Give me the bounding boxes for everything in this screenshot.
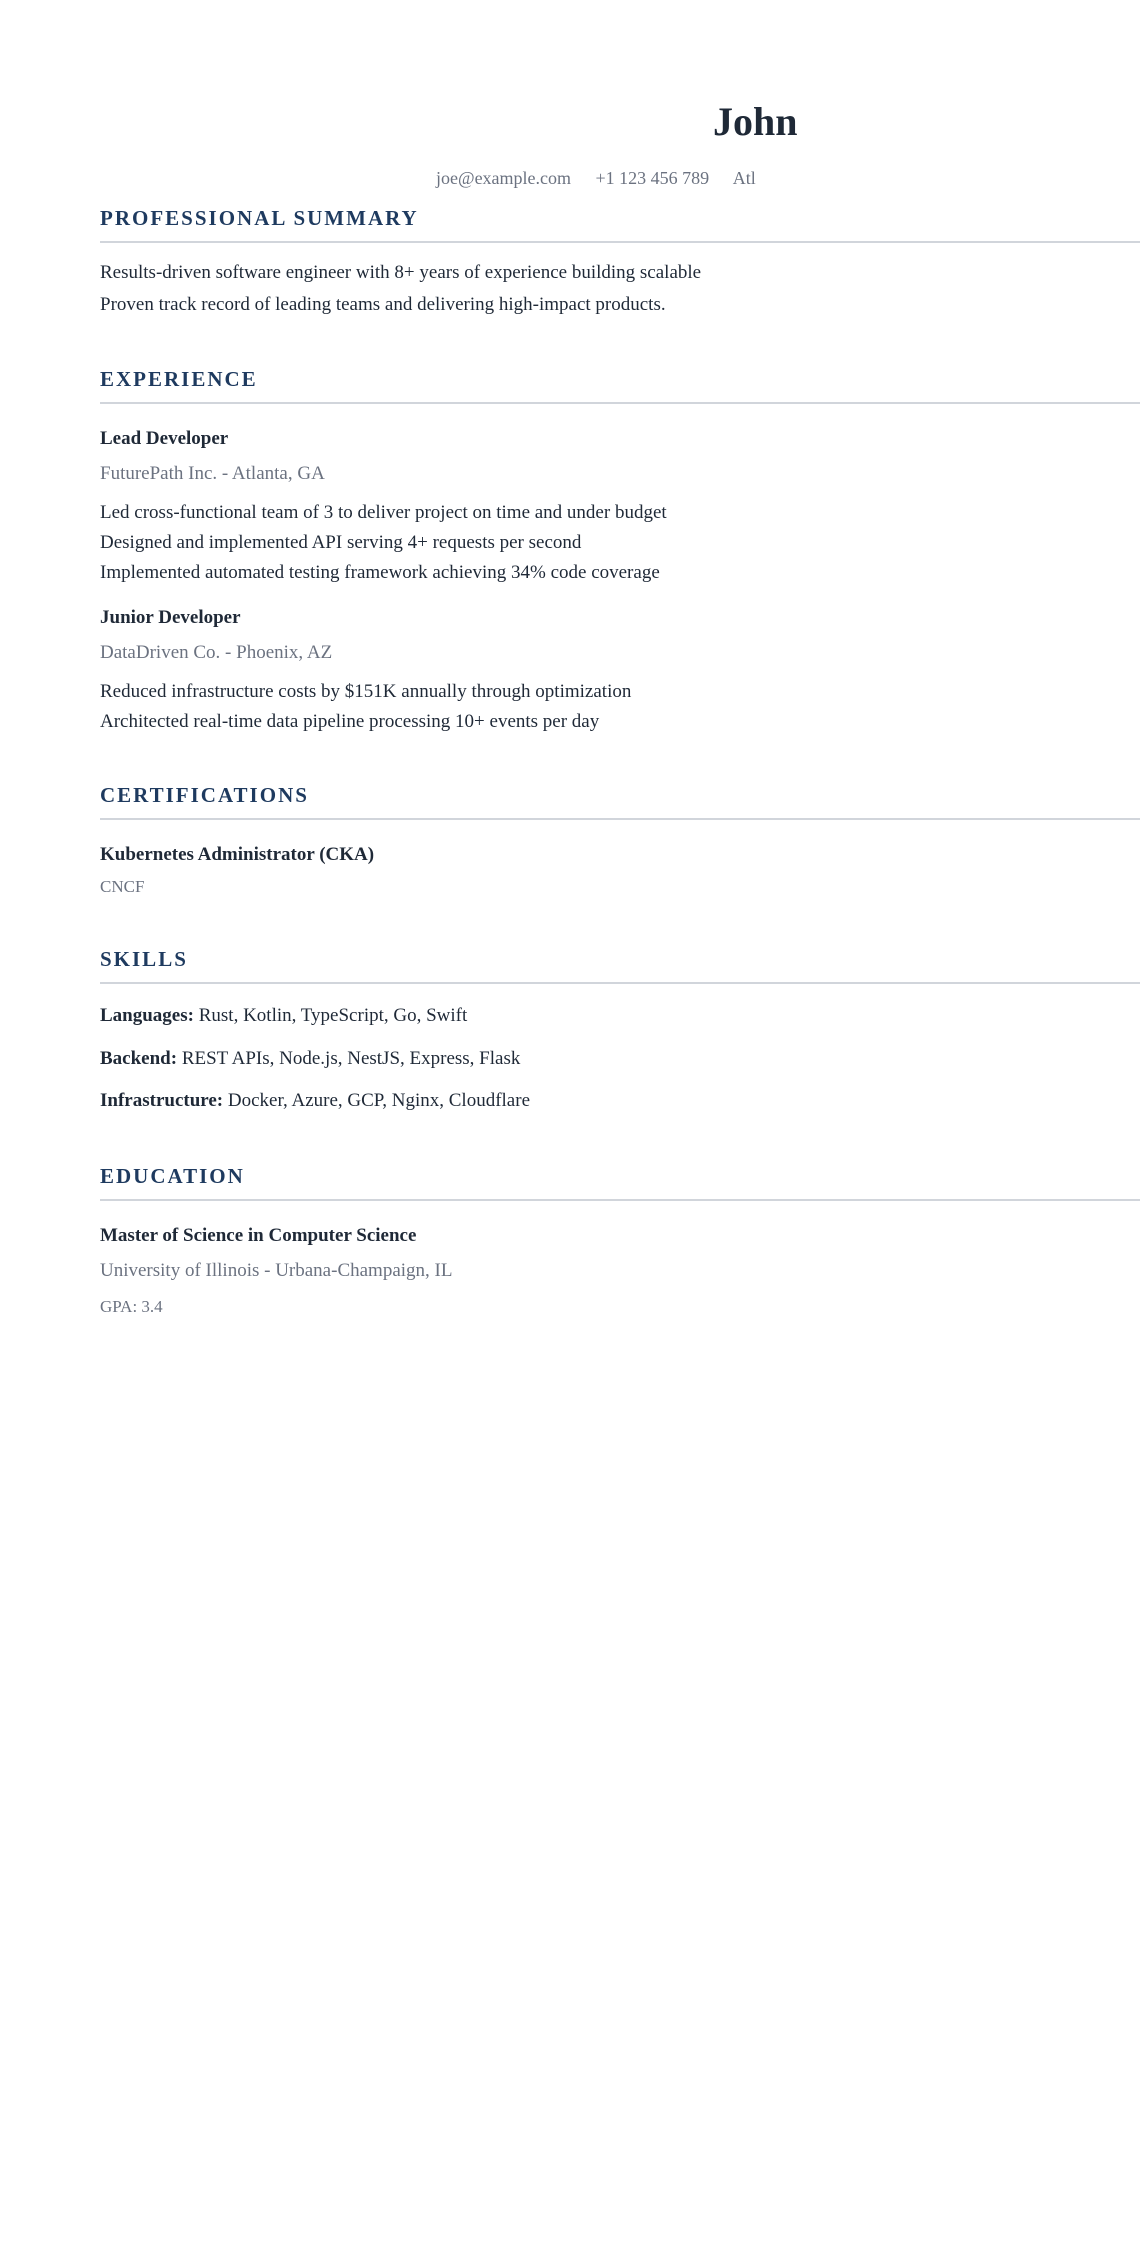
resume-content (100, 200, 1140, 1319)
achievement-item: Architected real-time data pipeline processing 10+ events per day (100, 711, 600, 732)
skill-label: Backend: (100, 1048, 178, 1069)
job-company: FuturePath Inc. - Atlanta, GA (100, 463, 325, 484)
skill-row (100, 1087, 1140, 1115)
job-achievements (100, 677, 1140, 737)
certifications-section (100, 777, 1140, 899)
skill-row (100, 1002, 1140, 1030)
summary-line: Proven track record of leading teams and delivering high-impact products. (100, 294, 666, 315)
summary-line: Results-driven software engineer with 8+ years of experience building scalable (100, 262, 702, 283)
job-title: Lead Developer (100, 428, 229, 449)
achievement-item: Implemented automated testing framework achieving 34% code coverage (100, 562, 660, 583)
section-divider (100, 818, 1140, 820)
certifications-heading: CERTIFICATIONS (100, 783, 309, 807)
contact-location: Atl (732, 168, 756, 188)
achievement-item: Designed and implemented API serving 4+ requests per second (100, 532, 582, 553)
certification-entry (100, 841, 1140, 899)
skill-values: Rust, Kotlin, TypeScript, Go, Swift (198, 1005, 468, 1026)
experience-heading: EXPERIENCE (100, 367, 258, 391)
skills-section (100, 941, 1140, 1115)
school-name: University of Illinois - Urbana-Champaign, IL (100, 1260, 453, 1281)
skill-values: Docker, Azure, GCP, Nginx, Cloudflare (227, 1090, 531, 1111)
certification-name: Kubernetes Administrator (CKA) (100, 844, 375, 865)
skill-label: Languages: (100, 1005, 194, 1026)
experience-section (100, 361, 1140, 737)
section-divider (100, 241, 1140, 243)
skill-row (100, 1045, 1140, 1073)
section-divider (100, 402, 1140, 404)
job-achievements (100, 498, 1140, 588)
job-company: DataDriven Co. - Phoenix, AZ (100, 642, 333, 663)
contact-phone: +1 123 456 789 (595, 168, 710, 188)
education-section (100, 1158, 1140, 1319)
gpa-value: GPA: 3.4 (100, 1297, 163, 1316)
education-heading: EDUCATION (100, 1164, 245, 1188)
candidate-name: John (713, 99, 798, 144)
skills-heading: SKILLS (100, 947, 188, 971)
achievement-item: Reduced infrastructure costs by $151K annually through optimization (100, 681, 632, 702)
summary-heading: PROFESSIONAL SUMMARY (100, 206, 419, 230)
summary-section (100, 200, 1140, 321)
summary-text (100, 257, 1140, 321)
skill-label: Infrastructure: (100, 1090, 224, 1111)
section-divider (100, 1199, 1140, 1201)
education-entry (100, 1222, 1140, 1319)
degree-title: Master of Science in Computer Science (100, 1225, 417, 1246)
certification-issuer: CNCF (100, 877, 145, 896)
section-divider (100, 982, 1140, 984)
job-entry (100, 425, 1140, 588)
contact-email: joe@example.com (436, 168, 572, 188)
skill-values: REST APIs, Node.js, NestJS, Express, Flask (181, 1048, 521, 1069)
job-entry (100, 604, 1140, 737)
contact-line (436, 166, 776, 190)
job-title: Junior Developer (100, 607, 241, 628)
achievement-item: Led cross-functional team of 3 to deliver project on time and under budget (100, 502, 667, 523)
